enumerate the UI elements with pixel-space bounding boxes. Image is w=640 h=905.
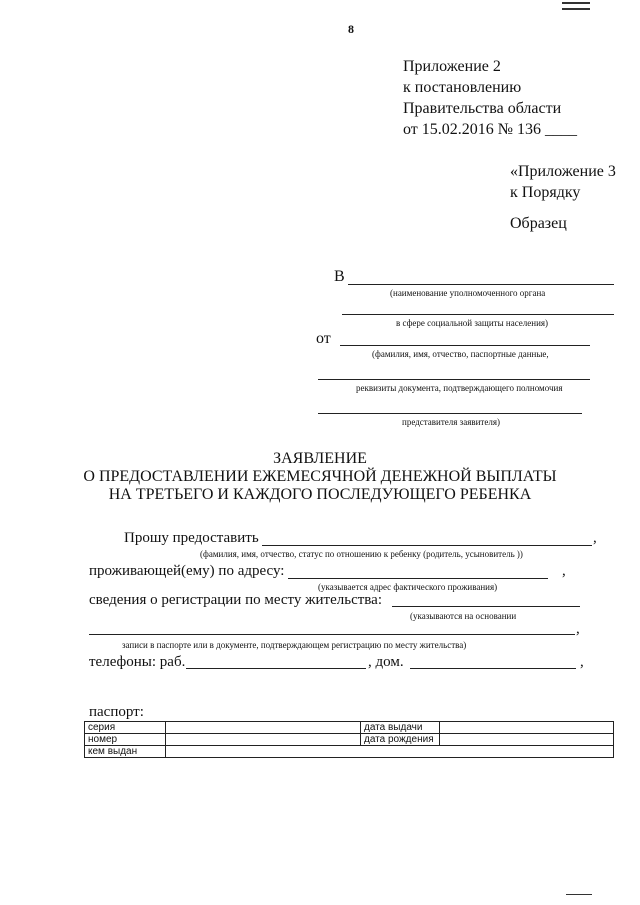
- table-row: [85, 746, 614, 758]
- title-line-1: ЗАЯВЛЕНИЕ: [273, 450, 367, 467]
- home-phone-field[interactable]: [410, 668, 576, 669]
- corner-mark: [562, 2, 590, 10]
- registration-field-line[interactable]: [392, 606, 580, 607]
- request-hint: (фамилия, имя, отчество, статус по отношению к ребенку (родитель, усыновитель )): [200, 549, 523, 559]
- sample-label: Образец: [510, 215, 567, 232]
- request-field-line[interactable]: [262, 545, 592, 546]
- procedure-line-2: к Порядку: [510, 184, 581, 201]
- appendix-line-3: Правительства области: [403, 100, 562, 117]
- footer-mark: [566, 894, 592, 895]
- from-hint-2: реквизиты документа, подтверждающего полномочия: [356, 383, 563, 393]
- registration-label: сведения о регистрации по месту жительства:: [89, 592, 382, 608]
- from-field-line[interactable]: [340, 345, 590, 346]
- issue-date-value[interactable]: [440, 722, 614, 734]
- birth-date-label: дата рождения: [361, 734, 440, 746]
- title-line-2: О ПРЕДОСТАВЛЕНИИ ЕЖЕМЕСЯЧНОЙ ДЕНЕЖНОЙ ВЫПЛАТЫ: [83, 468, 557, 485]
- phones-comma: ,: [580, 654, 584, 670]
- from-hint-1: (фамилия, имя, отчество, паспортные данные,: [372, 349, 549, 359]
- document-title: [80, 450, 560, 504]
- to-field-line[interactable]: [348, 284, 614, 285]
- series-label: серия: [85, 722, 166, 734]
- home-label: , дом.: [368, 654, 404, 670]
- issue-date-label: дата выдачи: [361, 722, 440, 734]
- table-row: [85, 734, 614, 746]
- appendix-header: [403, 56, 633, 140]
- passport-label: паспорт:: [89, 704, 144, 720]
- issued-by-value[interactable]: [166, 746, 614, 758]
- appendix-line-2: к постановлению: [403, 79, 522, 96]
- address-label: проживающей(ему) по адресу:: [89, 563, 285, 579]
- registration-hint-2: записи в паспорте или в документе, подтверждающем регистрацию по месту жительства): [122, 640, 467, 650]
- to-field-line-2[interactable]: [342, 314, 614, 315]
- appendix-line-4: от 15.02.2016 № 136 ____: [403, 121, 578, 138]
- request-label: Прошу предоставить: [124, 530, 259, 546]
- from-hint-3: представителя заявителя): [402, 417, 500, 427]
- from-field-line-2[interactable]: [318, 379, 590, 380]
- to-prefix: В: [334, 268, 345, 285]
- passport-table: [84, 721, 614, 758]
- birth-date-value[interactable]: [440, 734, 614, 746]
- phones-label: телефоны: раб.: [89, 654, 186, 670]
- address-comma: ,: [562, 563, 566, 579]
- work-phone-field[interactable]: [186, 668, 366, 669]
- number-value[interactable]: [166, 734, 361, 746]
- registration-comma: ,: [576, 621, 580, 637]
- procedure-line-1: «Приложение 3: [510, 163, 616, 180]
- series-value[interactable]: [166, 722, 361, 734]
- from-field-line-3[interactable]: [318, 413, 582, 414]
- from-prefix: от: [316, 330, 331, 347]
- table-row: [85, 722, 614, 734]
- registration-field-line-2[interactable]: [89, 634, 575, 635]
- to-hint-2: в сфере социальной защиты населения): [396, 318, 549, 328]
- number-label: номер: [85, 734, 166, 746]
- request-comma: ,: [593, 530, 597, 546]
- procedure-reference: [510, 161, 616, 203]
- page-number: 8: [348, 22, 354, 36]
- registration-hint-1: (указываются на основании: [410, 611, 517, 621]
- appendix-line-1: Приложение 2: [403, 58, 501, 75]
- address-field-line[interactable]: [288, 578, 548, 579]
- address-hint: (указывается адрес фактического проживания): [318, 582, 498, 592]
- to-hint-1: (наименование уполномоченного органа: [390, 288, 546, 298]
- issued-by-label: кем выдан: [85, 746, 166, 758]
- title-line-3: НА ТРЕТЬЕГО И КАЖДОГО ПОСЛЕДУЮЩЕГО РЕБЕНКА: [108, 486, 532, 503]
